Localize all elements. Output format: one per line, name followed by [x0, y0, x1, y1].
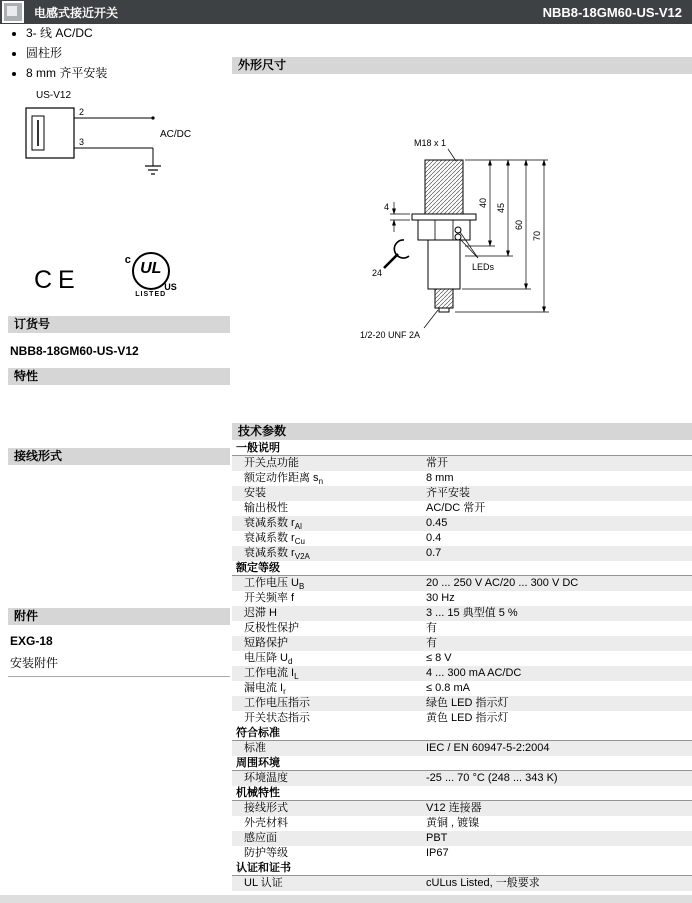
dimensions-header: 外形尺寸 [232, 57, 692, 74]
spec-value: 8 mm [426, 472, 454, 484]
spec-row [232, 876, 692, 891]
spec-row [232, 771, 692, 786]
spec-value: 常开 [426, 457, 448, 469]
spec-row [232, 576, 692, 591]
spec-value: -25 ... 70 °C (248 ... 343 K) [426, 772, 558, 784]
spec-group-header: 机械特性 [232, 786, 692, 801]
spec-value: V12 连接器 [426, 802, 482, 814]
spec-row [232, 741, 692, 756]
product-model-title: NBB8-18GM60-US-V12 [542, 4, 682, 20]
spec-label: 工作电流 $I_L$ [244, 667, 299, 682]
thread-bottom-label: 1/2-20 UNF 2A [360, 330, 421, 340]
spec-table [232, 441, 692, 891]
dim-4-label: 4 [384, 202, 390, 212]
spec-value: ≤ 8 V [426, 652, 452, 664]
spec-row [232, 696, 692, 711]
wrench-size-label: 24 [372, 268, 383, 278]
spec-value: 3 ... 15 典型值 5 % [426, 607, 518, 619]
spec-label: 输出极性 [244, 502, 288, 514]
spec-row [232, 546, 692, 561]
order-number-value: NBB8-18GM60-US-V12 [10, 344, 139, 358]
feature-item: • 圆柱形 [26, 44, 230, 61]
spec-label: 感应面 [244, 832, 277, 844]
feature-item: • 8 mm 齐平安装 [26, 64, 230, 81]
accessories-header: 附件 [8, 608, 230, 625]
ul-c-label: c [124, 254, 131, 266]
spec-label: 额定动作距离 $s_n$ [244, 472, 324, 487]
dim-60-label: 60 [514, 219, 524, 231]
brand-corner-icon [2, 1, 24, 23]
leds-label: LEDs [472, 262, 495, 272]
terminal-3-label: 3 [79, 137, 85, 147]
spec-row [232, 831, 692, 846]
spec-value: PBT [426, 832, 448, 844]
spec-value: 30 Hz [426, 592, 455, 604]
ul-listed-mark [125, 252, 177, 304]
dim-40-label: 40 [478, 197, 488, 209]
spec-label: 防护等级 [244, 847, 288, 859]
spec-group-header: 认证和证书 [232, 861, 692, 876]
spec-label: 环境温度 [244, 772, 288, 784]
spec-value: 齐平安装 [426, 487, 470, 499]
spec-value: IP67 [426, 847, 449, 859]
spec-label: 电压降 $U_d$ [244, 652, 293, 667]
spec-label: 开关状态指示 [244, 712, 310, 724]
order-number-header: 订货号 [8, 316, 230, 333]
spec-label: 衰减系数 $r_{Cu}$ [244, 532, 305, 547]
spec-row [232, 816, 692, 831]
product-type-title: 电感式接近开关 [34, 5, 119, 20]
features-list [8, 24, 230, 81]
ul-us-label: US [164, 282, 177, 292]
footer-strip [0, 895, 692, 903]
spec-group-header: 周围环境 [232, 756, 692, 771]
terminal-2-label: 2 [79, 107, 85, 117]
spec-label: 安装 [244, 487, 266, 499]
left-column-divider [8, 676, 230, 677]
spec-label: 衰减系数 $r_{Al}$ [244, 517, 302, 532]
spec-label: 工作电压指示 [244, 697, 310, 709]
spec-row [232, 801, 692, 816]
spec-row [232, 471, 692, 486]
spec-value: 绿色 LED 指示灯 [426, 697, 509, 709]
spec-label: UL 认证 [244, 877, 283, 889]
spec-row [232, 651, 692, 666]
spec-label: 开关频率 f [244, 592, 295, 604]
spec-row [232, 621, 692, 636]
spec-label: 开关点功能 [244, 457, 299, 469]
spec-label: 接线形式 [244, 802, 288, 814]
spec-group-header: 符合标准 [232, 726, 692, 741]
brand-corner-icon-inner [7, 6, 17, 16]
spec-value: 黄铜 , 镀镍 [426, 817, 480, 829]
spec-row [232, 606, 692, 621]
spec-label: 工作电压 $U_B$ [244, 577, 305, 592]
dimension-drawing [332, 130, 572, 360]
feature-item: • 3- 线 AC/DC [26, 24, 230, 41]
spec-value: 0.7 [426, 547, 442, 559]
spec-value: 0.45 [426, 517, 448, 529]
spec-value: 4 ... 300 mA AC/DC [426, 667, 522, 679]
spec-value: cULus Listed, 一般要求 [426, 877, 540, 889]
dim-45-label: 45 [496, 202, 506, 214]
spec-row [232, 486, 692, 501]
spec-row [232, 456, 692, 471]
spec-row [232, 531, 692, 546]
spec-row [232, 846, 692, 861]
spec-value: 黄色 LED 指示灯 [426, 712, 509, 724]
spec-value: 20 ... 250 V AC/20 ... 300 V DC [426, 577, 579, 589]
accessory-description: 安装附件 [10, 656, 59, 670]
spec-label: 标准 [244, 742, 266, 754]
spec-value: 有 [426, 622, 437, 634]
right-column [232, 0, 692, 903]
spec-label: 外壳材料 [244, 817, 288, 829]
spec-value: ≤ 0.8 mA [426, 682, 470, 694]
spec-row [232, 591, 692, 606]
spec-label: 迟滞 H [244, 607, 277, 619]
spec-row [232, 516, 692, 531]
ground-symbol [145, 166, 161, 174]
accessory-model: EXG-18 [10, 634, 53, 648]
wiring-diagram [8, 84, 218, 204]
spec-label: 衰减系数 $r_{V2A}$ [244, 547, 310, 562]
spec-value: AC/DC 常开 [426, 502, 486, 514]
spec-row [232, 501, 692, 516]
thread-top-label: M18 x 1 [414, 138, 447, 148]
spec-group-header: 额定等级 [232, 561, 692, 576]
wiring-diagram-label: US-V12 [36, 90, 72, 101]
features-header: 特性 [8, 368, 230, 385]
ce-mark: CE [34, 266, 81, 294]
spec-value: IEC / EN 60947-5-2:2004 [426, 742, 550, 754]
spec-row [232, 681, 692, 696]
spec-value: 0.4 [426, 532, 442, 544]
spec-row [232, 666, 692, 681]
ul-logo-text: UL [140, 260, 162, 277]
spec-label: 反极性保护 [244, 622, 299, 634]
connection-header: 接线形式 [8, 448, 230, 465]
spec-label: 漏电流 $I_r$ [244, 682, 286, 697]
left-column [8, 24, 230, 903]
specs-header: 技术参数 [232, 423, 692, 440]
approvals-block [8, 252, 230, 304]
spec-value: 有 [426, 637, 437, 649]
supply-label: AC/DC [160, 129, 192, 140]
spec-row [232, 636, 692, 651]
spec-label: 短路保护 [244, 637, 288, 649]
spec-group-header: 一般说明 [232, 441, 692, 456]
dim-70-label: 70 [532, 230, 542, 242]
ul-listed-label: LISTED [135, 291, 167, 298]
spec-row [232, 711, 692, 726]
